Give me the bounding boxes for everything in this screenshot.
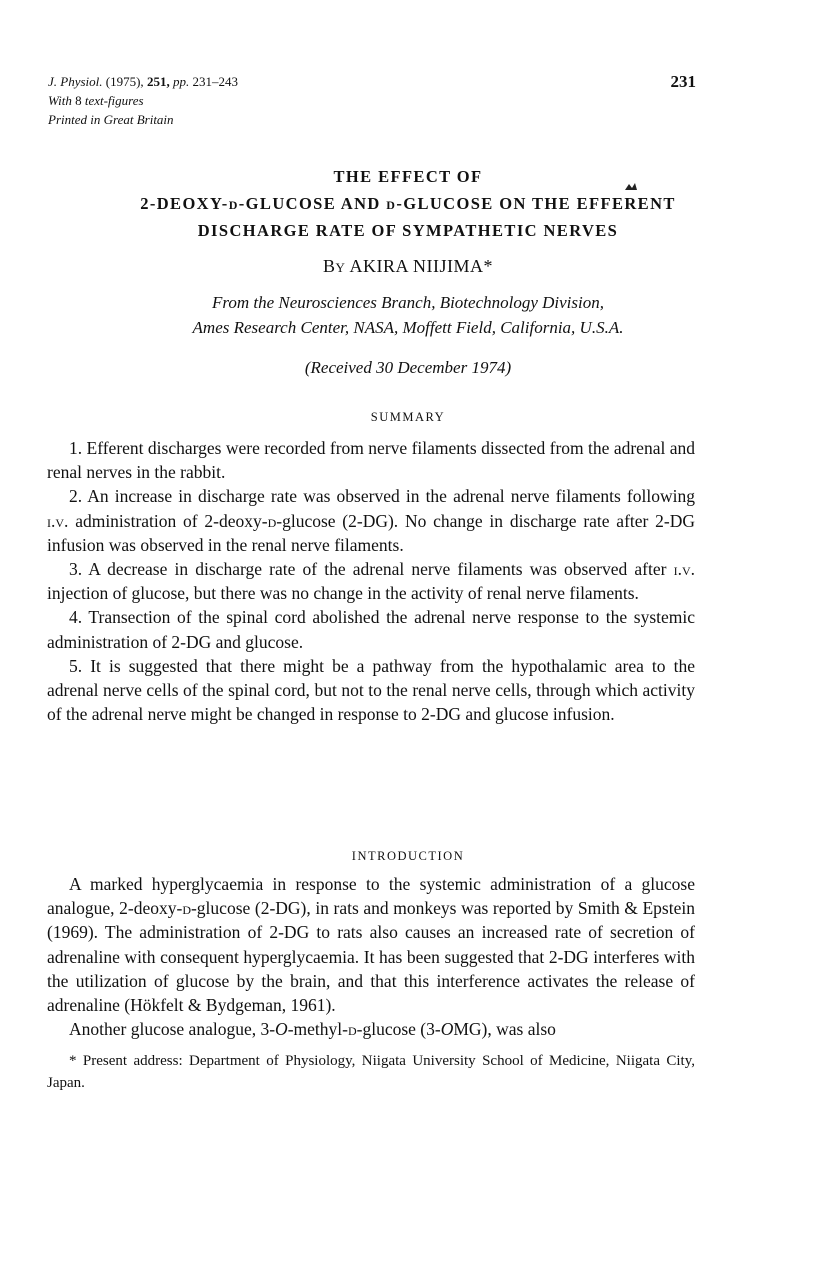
title-fragment: d	[386, 194, 397, 213]
text-fragment: d	[347, 1019, 357, 1040]
running-header	[48, 72, 696, 129]
introduction-body	[47, 872, 695, 1041]
journal-name: J. Physiol.	[48, 74, 103, 89]
text-fragment: -methyl-	[287, 1019, 348, 1040]
text-fragment: administration of 2-deoxy-	[68, 510, 268, 531]
page-number: 231	[670, 72, 696, 91]
text-fragment: d	[182, 898, 191, 919]
introduction-paragraph-1	[47, 872, 695, 1017]
title-fragment: -GLUCOSE AND	[238, 194, 387, 213]
text-fragment: injection of glucose, but there was no change in the activity of renal nerve filaments.	[47, 583, 639, 604]
text-fragment: MG), was also	[453, 1019, 556, 1040]
footnote	[47, 1050, 695, 1094]
text-fragment: 2. An increase in discharge rate was observed in the adrenal nerve filaments following	[69, 486, 695, 507]
citation-line	[48, 72, 696, 91]
journal-volume: 251,	[146, 74, 170, 89]
affiliation-line-1: From the Neurosciences Branch, Biotechnology Division,	[211, 293, 604, 312]
summary-paragraph-5: 5. It is suggested that there might be a pathway from the hypothalamic area to the adrenal nerve cells of the spinal cord, but not to the renal nerve cells, through which activity of the adrenal nerve might be changed in response to 2-DG and glucose infusion.	[47, 655, 695, 725]
text-fragment: 3. A decrease in discharge rate of the adrenal nerve filaments was observed after	[69, 559, 674, 580]
text-fragment: i.v.	[673, 559, 695, 580]
article-title	[40, 163, 776, 244]
title-line-2	[40, 190, 776, 217]
affiliation	[0, 290, 816, 340]
pages-abbrev: pp.	[172, 74, 190, 89]
summary-body	[47, 436, 695, 726]
figures-label: text-figures	[84, 93, 144, 108]
summary-paragraph-4: 4. Transection of the spinal cord abolished the adrenal nerve response to the systemic administration of 2-DG and glucose.	[47, 607, 695, 652]
print-smudge-mark	[623, 182, 639, 192]
text-fragment: O	[440, 1019, 454, 1040]
text-fragment: d	[267, 510, 277, 531]
title-line-1: THE EFFECT OF	[333, 167, 483, 186]
affiliation-line-2: Ames Research Center, NASA, Moffett Field, California, U.S.A.	[192, 318, 624, 337]
text-fragment: A marked hyperglycaemia in response to the systemic administration of a glucose analogue, 2-deoxy-	[47, 874, 695, 919]
introduction-heading: INTRODUCTION	[351, 849, 465, 863]
summary-paragraph-2	[47, 484, 695, 557]
figures-count: 8	[75, 93, 82, 108]
title-fragment: d	[228, 194, 239, 213]
author-line	[0, 256, 816, 277]
text-fragment: O	[275, 1019, 288, 1040]
summary-paragraph-1: 1. Efferent discharges were recorded from nerve filaments dissected from the adrenal and renal nerves in the rabbit.	[47, 438, 695, 483]
author-by: By	[323, 256, 346, 276]
text-fragment: Another glucose analogue, 3-	[69, 1019, 276, 1040]
printed-line: Printed in Great Britain	[48, 112, 174, 127]
received-date: (Received 30 December 1974)	[304, 358, 512, 377]
journal-year: (1975),	[105, 74, 144, 89]
title-fragment: -GLUCOSE ON THE EFFERENT	[396, 194, 676, 213]
text-fragment: i.v.	[47, 510, 69, 531]
title-fragment: 2-DEOXY-	[140, 194, 229, 213]
text-fragment: -glucose (3-	[356, 1019, 441, 1040]
page-range: 231–243	[192, 74, 238, 89]
figures-line	[48, 91, 696, 110]
text-fragment: -glucose (2-DG). No change in discharge rate after 2-DG infusion was observed in the renal nerve filaments.	[47, 510, 695, 555]
author-name: AKIRA NIIJIMA*	[349, 256, 493, 276]
introduction-paragraph-2	[47, 1017, 695, 1041]
summary-paragraph-3	[47, 557, 695, 605]
figures-prefix: With	[48, 93, 72, 108]
footnote-text: * Present address: Department of Physiology, Niigata University School of Medicine, Niigata City, Japan.	[47, 1053, 695, 1091]
text-fragment: -glucose (2-DG), in rats and monkeys was reported by Smith & Epstein (1969). The administration of 2-DG to rats also causes an increased rate of secretion of adrenaline with consequent hyperglycaemia. It has been suggested that 2-DG interferes with the utilization of glucose by the brain, and that this interference activates the release of adrenaline (Hökfelt & Bydgeman, 1961).	[47, 898, 695, 1016]
summary-heading: SUMMARY	[370, 410, 446, 424]
title-line-3: DISCHARGE RATE OF SYMPATHETIC NERVES	[197, 221, 619, 240]
